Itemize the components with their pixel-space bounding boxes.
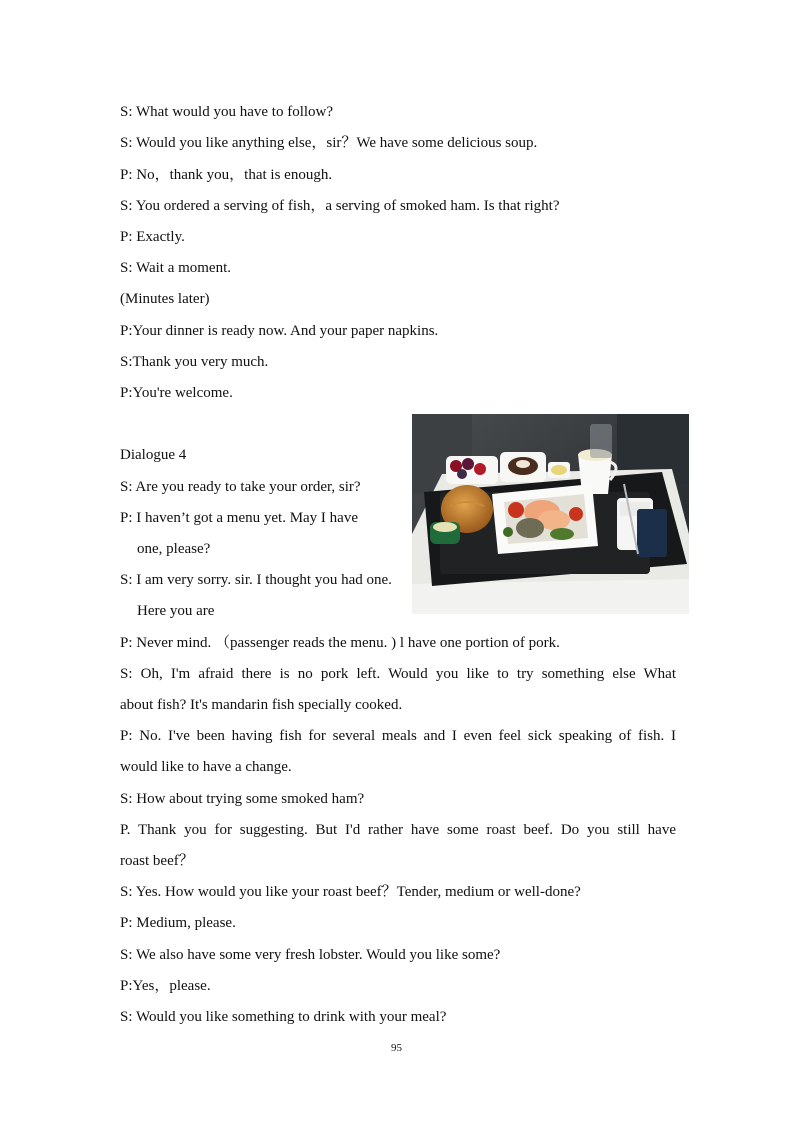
dialogue-line: P: I haven’t got a menu yet. May I have [120,510,358,526]
dialogue-line: S: Wait a moment. [120,260,232,276]
dialogue-line: S: I am very sorry. sir. I thought you had one. [120,572,392,588]
dialogue-line: P: Never mind. （passenger reads the menu. ) l have one portion of pork. [120,635,560,651]
dialogue-line: P: No，thank you，that is enough. [120,167,333,183]
dialogue-line: P: Exactly. [120,229,185,245]
meal-tray-photo [412,414,689,614]
dialogue-line: P: No. I've been having fish for several meals and I even feel sick speaking of fish. I [120,728,676,744]
dialogue-line: P:Yes，please. [120,978,211,994]
meal-tray-illustration [412,414,689,614]
dialogue-line: P:Your dinner is ready now. And your paper napkins. [120,323,439,339]
dialogue-line: S: You ordered a serving of fish，a serving of smoked ham. Is that right? [120,198,560,214]
dialogue-line: S: Would you like something to drink with your meal? [120,1009,447,1025]
dialogue-line: S: Are you ready to take your order, sir? [120,479,361,495]
dialogue-line: P: Medium, please. [120,915,236,931]
dialogue-line-continued: Here you are [137,603,215,619]
stage-direction: (Minutes later) [120,291,210,307]
dialogue-line-continued: would like to have a change. [120,759,292,775]
dialogue-line: P. Thank you for suggesting. But I'd rather have some roast beef. Do you still have [120,822,676,838]
dialogue-line: S: Oh, I'm afraid there is no pork left. Would you like to try something else What [120,666,676,682]
page-number: 95 [391,1042,402,1054]
dialogue-line: S:Thank you very much. [120,354,269,370]
dialogue-line: S: We also have some very fresh lobster. Would you like some? [120,947,501,963]
dialogue-line: S: Yes. How would you like your roast beef？Tender, medium or well-done? [120,884,581,900]
dialogue-line: S: What would you have to follow? [120,104,334,120]
section-heading: Dialogue 4 [120,447,187,463]
dialogue-line: S: Would you like anything else，sir？We have some delicious soup. [120,135,538,151]
dialogue-line-continued: one, please? [137,541,211,557]
dialogue-line: P:You're welcome. [120,385,233,401]
dialogue-line-continued: roast beef？ [120,853,194,869]
dialogue-line-continued: about fish? It's mandarin fish specially cooked. [120,697,403,713]
dialogue-line: S: How about trying some smoked ham? [120,791,365,807]
